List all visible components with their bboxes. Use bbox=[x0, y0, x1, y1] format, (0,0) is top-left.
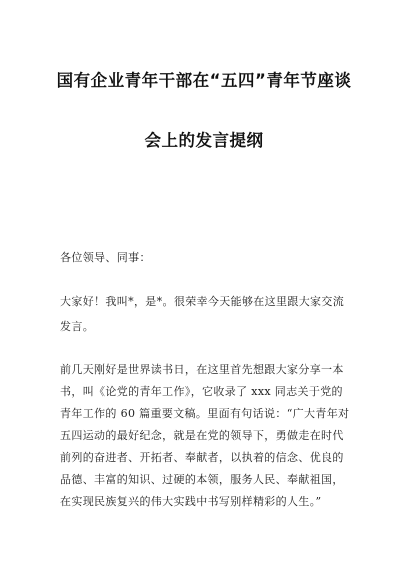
document-title-line-1: 国有企业青年干部在“五四”青年节座谈 bbox=[56, 71, 352, 90]
paragraph-2-line-2: 书，叫《论党的青年工作》，它收录了 xxx 同志关于党的 bbox=[60, 385, 343, 398]
paragraph-2-line-6: 品德、丰富的知识、过硬的本领，服务人民、奉献祖国， bbox=[60, 473, 344, 486]
paragraph-2-line-7: 在实现民族复兴的伟大实践中书写别样精彩的人生。” bbox=[60, 495, 322, 508]
document-title-line-2: 会上的发言提纲 bbox=[144, 131, 264, 150]
paragraph-2-line-5: 前列的奋进者、开拓者、奉献者，以执着的信念、优良的 bbox=[60, 451, 344, 464]
paragraph-2-line-1: 前几天刚好是世界读书日，在这里首先想跟大家分享一本 bbox=[60, 363, 344, 376]
paragraph-1-line-1: 大家好！我叫*，是*。很荣幸今天能够在这里跟大家交流 bbox=[60, 295, 345, 308]
paragraph-2-line-4: 五四运动的最好纪念，就是在党的领导下，勇做走在时代 bbox=[60, 429, 344, 442]
paragraph-2-line-3: 青年工作的 60 篇重要文稿。里面有句话说：“广大青年对 bbox=[60, 407, 350, 420]
salutation: 各位领导、同事： bbox=[60, 251, 151, 264]
paragraph-1-line-2: 发言。 bbox=[60, 320, 95, 333]
